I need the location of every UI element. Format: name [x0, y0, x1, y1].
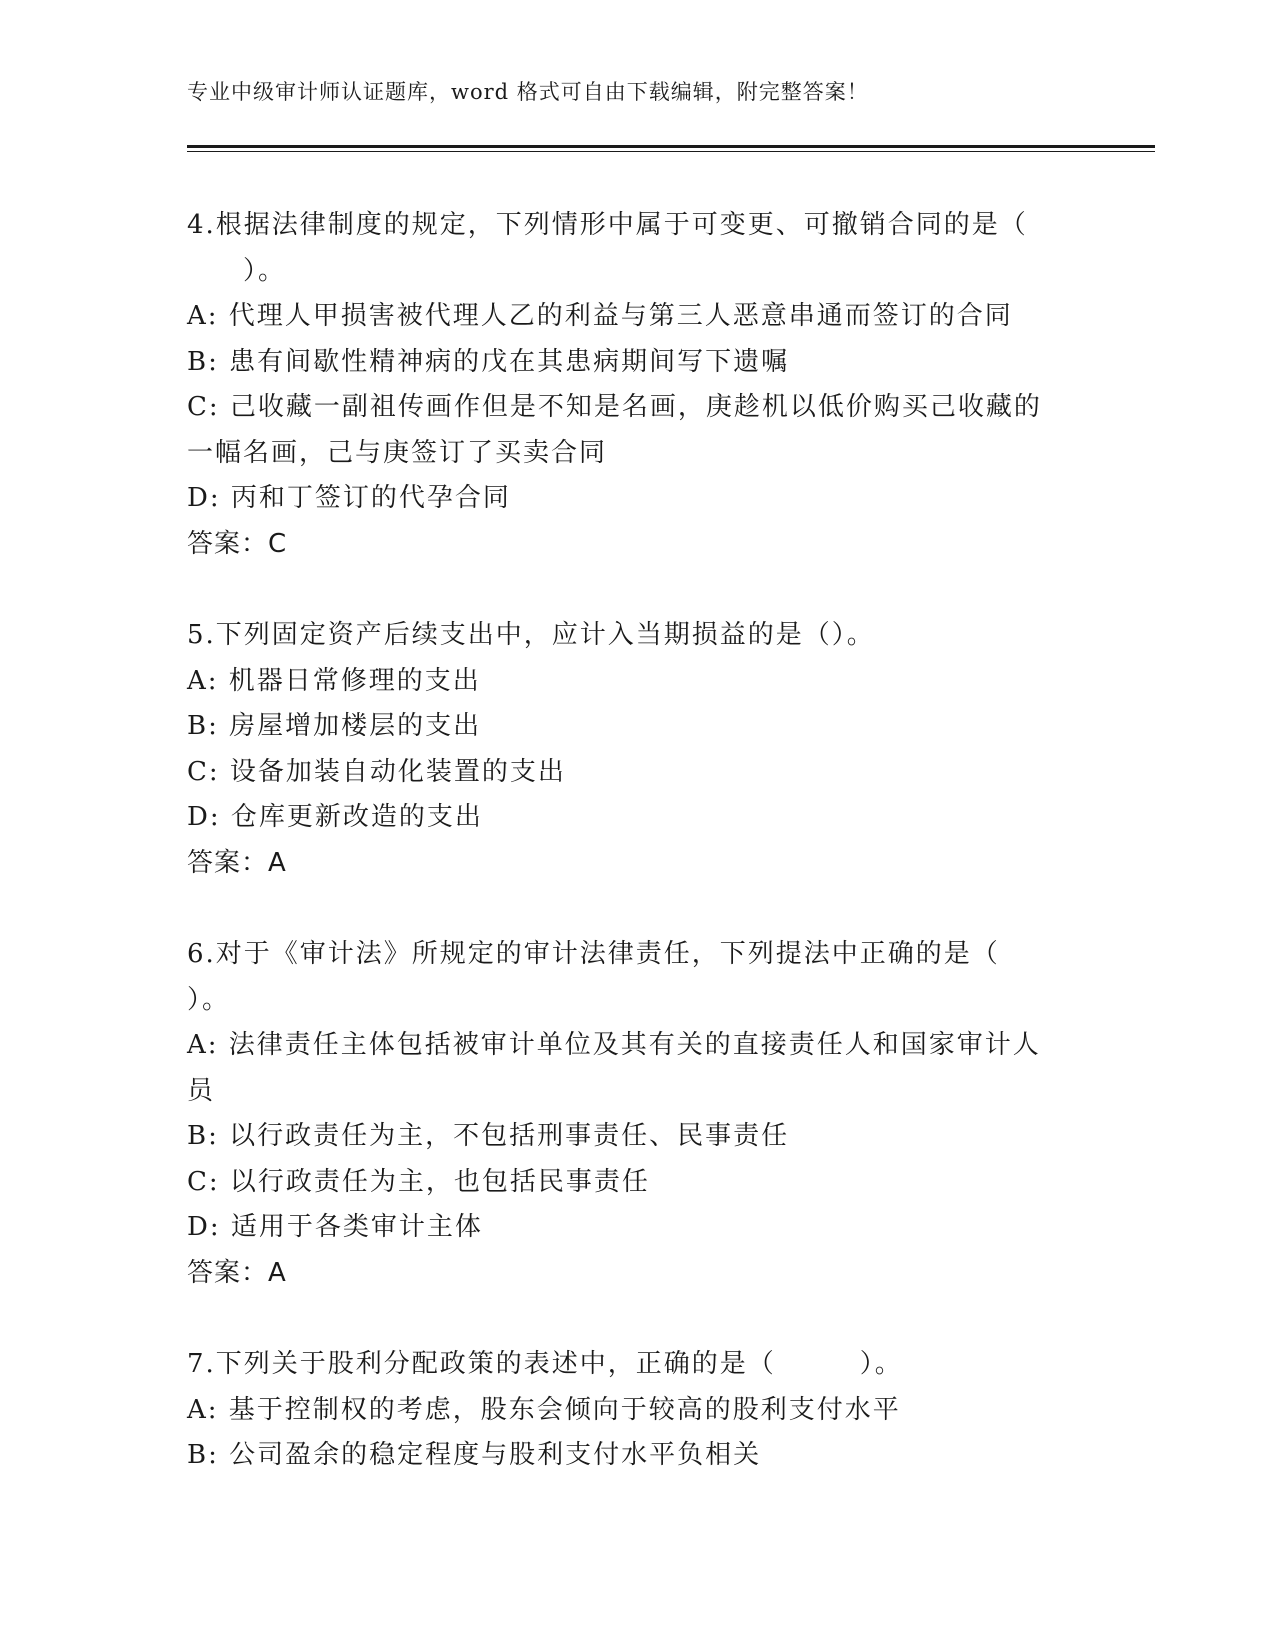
option-d: D: 适用于各类审计主体	[187, 1212, 483, 1242]
option-d: D: 丙和丁签订的代孕合同	[187, 483, 511, 513]
option-c: C: 设备加装自动化装置的支出	[187, 756, 566, 787]
answer: 答案：A	[187, 847, 287, 878]
option-a: A: 机器日常修理的支出	[187, 665, 481, 696]
question-7	[187, 1342, 1067, 1479]
question-stem: 5.下列固定资产后续支出中，应计入当期损益的是（）。	[187, 620, 875, 650]
question-stem-continued: ）。	[187, 255, 287, 286]
question-4	[187, 203, 1067, 567]
page-header: 专业中级审计师认证题库，word 格式可自由下载编辑，附完整答案！	[187, 80, 869, 104]
question-6	[187, 932, 1067, 1296]
question-stem: 4.根据法律制度的规定，下列情形中属于可变更、可撤销合同的是（	[187, 210, 1028, 240]
option-c-continued: 一幅名画，己与庚签订了买卖合同	[187, 437, 608, 468]
option-a-continued: 员	[187, 1075, 216, 1106]
answer: 答案：C	[187, 528, 288, 559]
option-a: A: 法律责任主体包括被审计单位及其有关的直接责任人和国家审计人	[187, 1030, 1041, 1060]
question-stem: 6.对于《审计法》所规定的审计法律责任，下列提法中正确的是（	[187, 939, 1000, 969]
question-stem-continued: ）。	[187, 984, 231, 1015]
option-c: C: 以行政责任为主，也包括民事责任	[187, 1166, 650, 1197]
question-5	[187, 613, 1067, 886]
question-stem: 7.下列关于股利分配政策的表述中，正确的是（ ）。	[187, 1349, 903, 1379]
question-list	[187, 203, 1067, 1525]
answer: 答案：A	[187, 1257, 287, 1288]
option-a: A: 代理人甲损害被代理人乙的利益与第三人恶意串通而签订的合同	[187, 301, 1013, 331]
header-rule-thin	[187, 151, 1155, 152]
option-b: B: 以行政责任为主，不包括刑事责任、民事责任	[187, 1121, 790, 1151]
option-c: C: 己收藏一副祖传画作但是不知是名画，庚趁机以低价购买己收藏的	[187, 392, 1042, 422]
option-b: B: 房屋增加楼层的支出	[187, 711, 482, 741]
header-rule-thick	[187, 145, 1155, 148]
option-b: B: 患有间歇性精神病的戊在其患病期间写下遗嘱	[187, 346, 790, 377]
option-d: D: 仓库更新改造的支出	[187, 802, 483, 832]
option-b: B: 公司盈余的稳定程度与股利支付水平负相关	[187, 1440, 762, 1470]
option-a: A: 基于控制权的考虑，股东会倾向于较高的股利支付水平	[187, 1394, 901, 1425]
